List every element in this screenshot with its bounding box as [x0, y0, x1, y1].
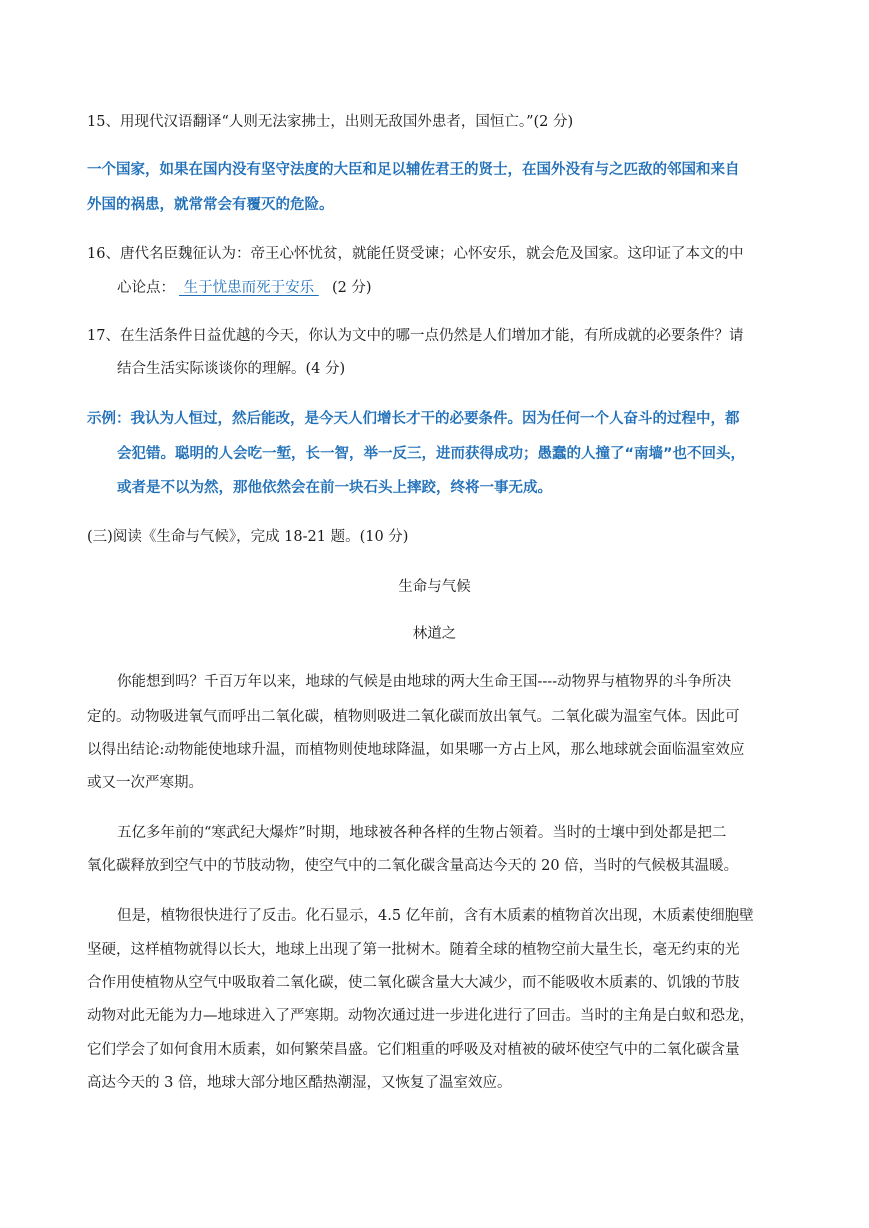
para2-line-1: 五亿多年前的“寒武纪大爆炸”时期，地球被各种各样的生物占领着。当时的士壤中到处都是把二 [117, 825, 727, 841]
q17-answer-line-1: 示例：我认为人恒过，然后能改，是今天人们增长才干的必要条件。因为任何一个人奋斗的过程中，都 [87, 411, 740, 427]
para2-line-2: 氧化碳释放到空气中的节肢动物，使空气中的二氧化碳含量高达今天的 20 倍，当时的气候极其温暖。 [87, 858, 739, 874]
para3-line-4: 动物对此无能为力—地球进入了严寒期。动物次通过进一步进化进行了回击。当时的主角是白蚁和恐龙， [87, 1008, 754, 1024]
q16-prefix: 心论点： [117, 280, 175, 296]
q17-question-line-2: 结合生活实际谈谈你的理解。(4 分) [117, 361, 346, 377]
para3-line-6: 高达今天的 3 倍，地球大部分地区酷热潮湿，又恢复了温室效应。 [87, 1075, 512, 1091]
para3-line-5: 它们学会了如何食用木质素，如何繁荣昌盛。它们粗重的呼吸及对植被的破坏使空气中的二氧化碳含量 [87, 1042, 740, 1058]
article-title: 生命与气候 [398, 579, 471, 595]
section-heading: (三)阅读《生命与气候》，完成 18-21 题。(10 分) [87, 529, 409, 545]
q16-fill-answer: 生于忧患而死于安乐 [179, 280, 319, 296]
q17-answer-line-3: 或者是不以为然，那他依然会在前一块石头上摔跤，终将一事无成。 [117, 480, 552, 496]
q17-question-line-1: 17、在生活条件日益优越的今天，你认为文中的哪一点仍然是人们增加才能，有所成就的必要条件？请 [87, 328, 744, 344]
q15-answer-line-2: 外国的祸患，就常常会有覆灭的危险。 [87, 197, 334, 213]
q15-answer-line-1: 一个国家，如果在国内没有坚守法度的大臣和足以辅佐君王的贤士，在国外没有与之匹敌的邻国和来自 [87, 162, 740, 178]
para3-line-3: 合作用使植物从空气中吸取着二氧化碳，使二氧化碳含量大大减少，而不能吸收木质素的、饥饿的节肢 [87, 975, 740, 991]
q17-answer-line-2: 会犯错。聪明的人会吃一堑，长一智，举一反三，进而获得成功；愚蠢的人撞了“南墙”也不回头， [117, 446, 746, 462]
q16-question-line-1: 16、唐代名臣魏征认为：帝王心怀忧贫，就能任贤受谏；心怀安乐，就会危及国家。这印证了本文的中 [87, 246, 744, 262]
q15-question: 15、用现代汉语翻译“人则无法家拂士，出则无敌国外患者，国恒亡。”(2 分) [87, 114, 574, 130]
para1-line-1: 你能想到吗？千百万年以来，地球的气候是由地球的两大生命王国----动物界与植物界的斗争所决 [117, 674, 732, 690]
para3-line-2: 坚硬，这样植物就得以长大，地球上出现了第一批树木。随着全球的植物空前大量生长，毫无约束的光 [87, 942, 740, 958]
para3-line-1: 但是，植物很快进行了反击。化石显示，4.5 亿年前，含有木质素的植物首次出现，木质素使细胞壁 [117, 908, 754, 924]
article-author: 林道之 [412, 626, 457, 642]
para1-line-4: 或又一次严寒期。 [87, 775, 203, 791]
q16-score: (2 分) [331, 280, 372, 296]
para1-line-3: 以得出结论:动物能使地球升温，而植物则使地球降温，如果哪一方占上风，那么地球就会面临温室效应 [87, 742, 745, 758]
para1-line-2: 定的。动物吸进氧气而呼出二氧化碳，植物则吸进二氧化碳而放出氧气。二氧化碳为温室气体。因此可 [87, 709, 740, 725]
q16-question-line-2 [117, 278, 817, 298]
